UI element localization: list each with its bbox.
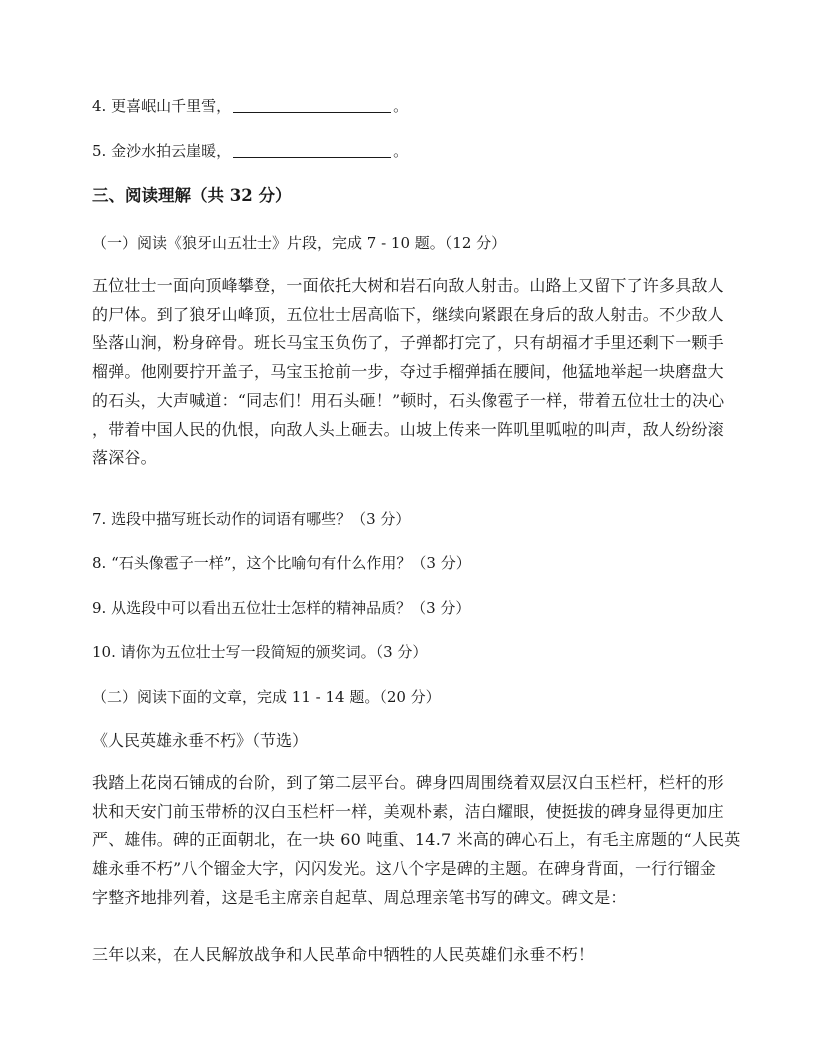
passage-line: 字整齐地排列着，这是毛主席亲自起草、周总理亲笔书写的碑文。碑文是：: [92, 887, 627, 907]
answer-blank[interactable]: [233, 98, 391, 113]
passage-line: ，带着中国人民的仇恨，向敌人头上砸去。山坡上传来一阵叽里呱啦的叫声，敌人纷纷滚: [92, 419, 724, 439]
passage-line: 三年以来，在人民解放战争和人民革命中牺牲的人民英雄们永垂不朽！: [92, 945, 595, 964]
passage-line: 状和天安门前玉带桥的汉白玉栏杆一样，美观朴素，洁白耀眼，使挺拔的碑身显得更加庄: [92, 801, 724, 821]
question-7: 7. 选段中描写班长动作的词语有哪些？（3 分）: [92, 510, 411, 528]
passage-line: 的尸体。到了狼牙山峰顶，五位壮士居高临下，继续向紧跟在身后的敌人射击。不少敌人: [92, 304, 724, 324]
item-text: 更喜岷山千里雪，: [111, 97, 232, 115]
part1-intro: （一）阅读《狼牙山五壮士》片段，完成 7 - 10 题。（12 分）: [92, 234, 507, 252]
question-10: 10. 请你为五位壮士写一段简短的颁奖词。（3 分）: [92, 643, 428, 661]
fill-item-5: [92, 141, 408, 161]
passage-line: 严、雄伟。碑的正面朝北，在一块 60 吨重、14.7 米高的碑心石上，有毛主席题的“人民英: [92, 830, 741, 850]
passage-line: 榴弹。他刚要拧开盖子，马宝玉抢前一步，夺过手榴弹插在腰间，他猛地举起一块磨盘大: [92, 362, 724, 382]
passage-line: 我踏上花岗石铺成的台阶，到了第二层平台。碑身四周围绕着双层汉白玉栏杆，栏杆的形: [92, 773, 724, 792]
item-end: 。: [393, 97, 409, 115]
section-heading: 三、阅读理解（共 32 分）: [92, 186, 292, 205]
passage-line: 五位壮士一面向顶峰攀登，一面依托大树和岩石向敌人射击。山路上又留下了许多具敌人: [92, 276, 724, 295]
part2-intro: （二）阅读下面的文章，完成 11 - 14 题。（20 分）: [92, 688, 441, 706]
item-number: 4.: [92, 97, 107, 115]
passage-line: 的石头，大声喊道：“同志们！用石头砸！”顿时，石头像雹子一样，带着五位壮士的决心: [92, 390, 725, 410]
passage-line: 雄永垂不朽”八个镏金大字，闪闪发光。这八个字是碑的主题。在碑身背面，一行行镏金: [92, 859, 716, 879]
answer-blank[interactable]: [233, 143, 391, 158]
part2-inscription-line: [92, 941, 728, 970]
item-number: 5.: [92, 142, 107, 160]
part1-passage: [92, 272, 728, 473]
item-end: 。: [393, 142, 409, 160]
part2-passage: [92, 769, 741, 913]
question-8: 8. “石头像雹子一样”，这个比喻句有什么作用？（3 分）: [92, 554, 471, 572]
passage-line: 落深谷。: [92, 448, 157, 468]
question-9: 9. 从选段中可以看出五位壮士怎样的精神品质？（3 分）: [92, 599, 471, 617]
fill-item-4: [92, 96, 408, 116]
item-text: 金沙水拍云崖暖，: [111, 142, 232, 160]
passage-line: 坠落山涧，粉身碎骨。班长马宝玉负伤了，子弹都打完了，只有胡福才手里还剩下一颗手: [92, 333, 724, 353]
part2-article-title: 《人民英雄永垂不朽》（节选）: [92, 731, 309, 750]
